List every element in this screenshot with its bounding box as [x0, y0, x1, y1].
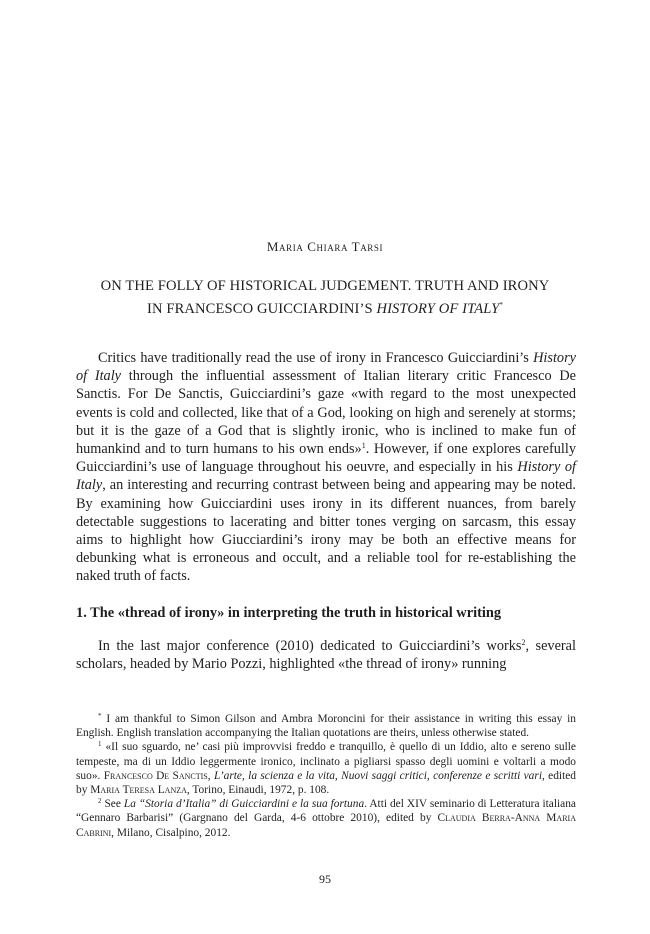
footnote-2: $^2$ See La “Storia d’Italia” di Guicciardini e la sua fortuna. Atti del XIV seminario di Letteratura italiana “Gennaro Barbarisi” (Gargnano del Garda, 4-6 ottobre 2010), edited by Claudia Berra-Anna Maria Cabrini, Milano, Cisalpino, 2012. — [76, 797, 576, 839]
footnote-ref-2[interactable]: 2 — [521, 638, 526, 647]
footnote-1: $^1$ «Il suo sguardo, ne’ casi più improvvisi freddo e tranquillo, è quello di un Iddio, alto e sereno sulle tempeste, ma di un Iddio leggermente ironico, inclinato a pigliarsi spasso degli uomini e voltarli a modo suo». Francesco De Sanctis, L’arte, la scienza e la vita, Nuovi saggi critici, conferenze e scritti vari, edited by Maria Teresa Lanza, Torino, Einaudi, 1972, p. 108. — [76, 740, 577, 797]
author-name: Maria Chiara Tarsi — [266, 239, 384, 254]
footnote-star: * I am thankful to Simon Gilson and Ambra Moroncini for their assistance in writing this essay in English. English translation accompanying the Italian quotations are theirs, unless otherwise stated. — [76, 712, 576, 740]
article-title — [60, 277, 590, 319]
body-paragraph: In the last major conference (2010) dedicated to Guicciardini’s works$^2$, several scholars, headed by Mario Pozzi, highlighted «the thread of irony» running — [76, 638, 576, 673]
title-footnote-marker: * — [499, 301, 503, 309]
footnote-ref-1[interactable]: 1 — [361, 441, 366, 451]
section-heading: 1. The «thread of irony» in interpreting the truth in historical writing — [76, 605, 502, 621]
title-italic: HISTORY OF ITALY — [376, 301, 500, 317]
abstract — [76, 349, 576, 586]
section-body — [76, 637, 576, 673]
page-number: 95 — [319, 872, 331, 886]
abstract-paragraph: Critics have traditionally read the use of irony in Francesco Guicciardini’s History of Italy through the influential assessment of Italian literary critic Francesco De Sanctis. For De Sanctis, Guicciardini’s gaze «with regard to the most unexpected events is cold and collected, like that of a God, looking on high and serenely at storms; but it is the gaze of a God that is slightly ironic, who is inclined to make fun of humankind and to turn humans to his own ends»$^1$. However, if one explores carefully Guicciardini’s use of language throughout his oeuvre, and especially in his History of Italy, an interesting and recurring contrast between being and appearing may be noted. By examining how Guicciardini uses irony in its different nuances, from barely detectable suggestions to lacerating and bitter tones verging on sarcasm, this essay aims to highlight how Giucciardini’s irony may be both an effective means for debunking what is erroneous and occult, and a reliable tool for re-establishing the naked truth of facts. — [76, 350, 576, 585]
title-line-1: ON THE FOLLY OF HISTORICAL JUDGEMENT. TRUTH AND IRONY — [100, 278, 550, 294]
footnotes — [76, 712, 576, 840]
title-line-2: IN FRANCESCO GUICCIARDINI’S HISTORY OF ITALY* — [147, 301, 503, 317]
